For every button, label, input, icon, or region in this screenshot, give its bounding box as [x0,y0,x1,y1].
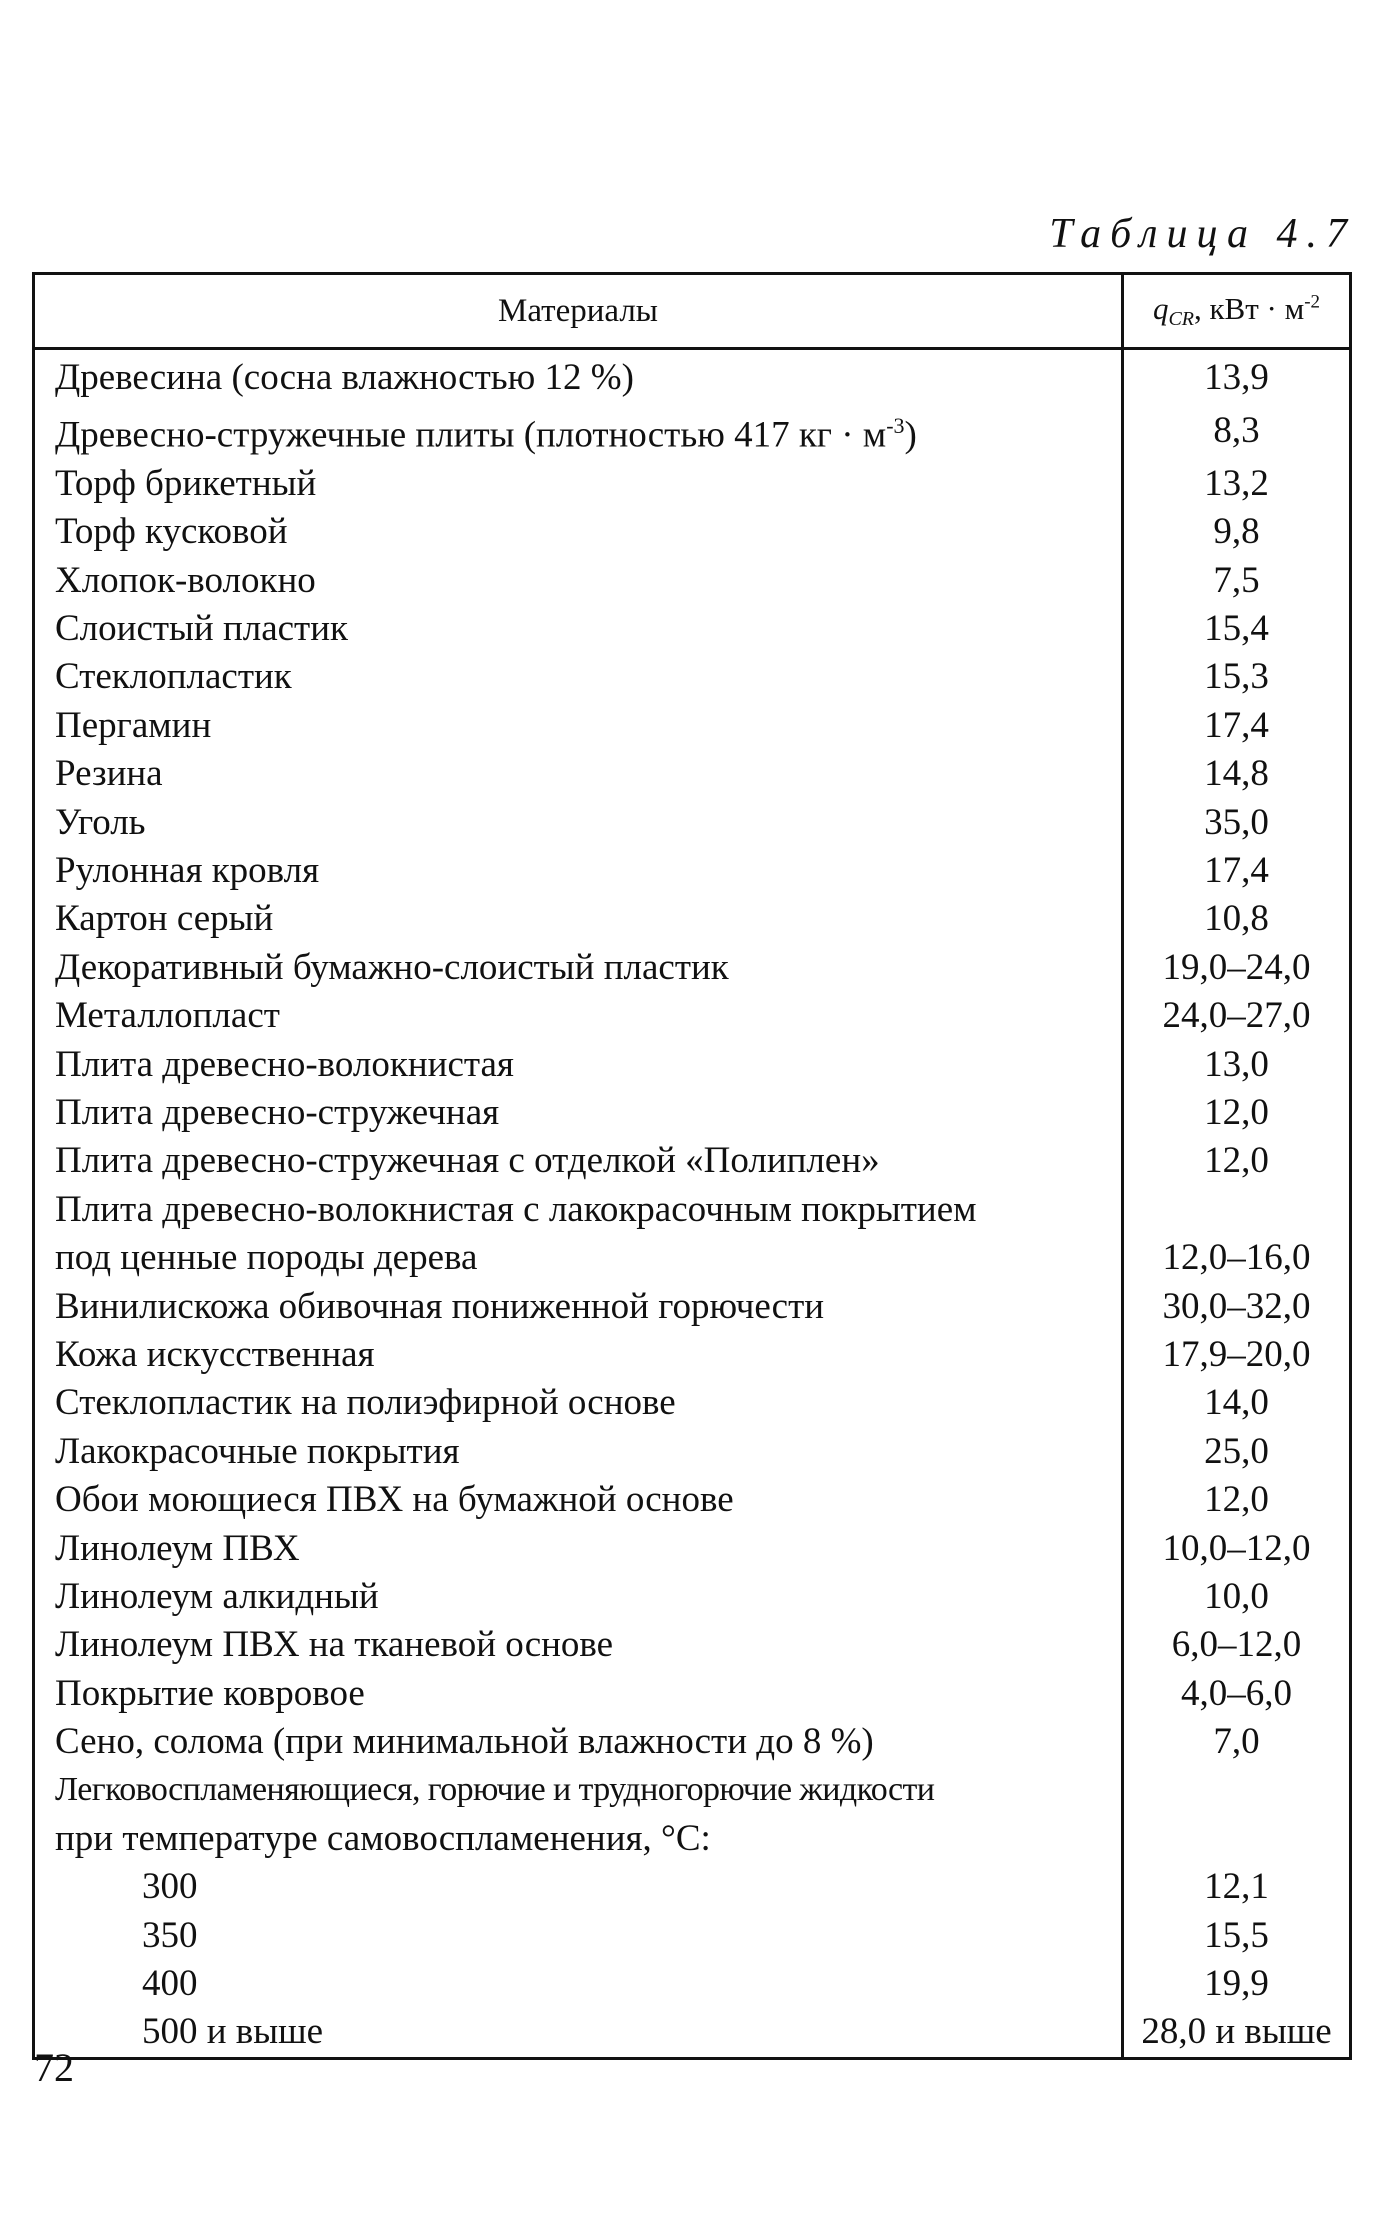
table-row [34,1137,1351,1185]
table-row [34,1186,1351,1234]
table-row [34,1379,1351,1427]
table-row [34,1476,1351,1524]
value-cell: 14,8 [1123,750,1351,798]
value-cell: 12,0 [1123,1089,1351,1137]
value-cell: 13,0 [1123,1040,1351,1088]
table-row [34,508,1351,556]
value-cell: 10,0 [1123,1573,1351,1621]
table-row [34,944,1351,992]
table-row [34,1040,1351,1088]
table-row [34,1960,1351,2008]
table-row [34,1718,1351,1766]
header-materials: Материалы [34,274,1123,349]
material-cell: Линолеум ПВХ [34,1524,1123,1572]
material-text: Древесина (сосна влажностью 12 %) [55,357,634,399]
table-row [34,992,1351,1040]
value-cell: 25,0 [1123,1428,1351,1476]
material-cell: Плита древесно-волокнистая [34,1040,1123,1088]
value-cell: 12,0 [1123,1476,1351,1524]
table-row [34,1815,1351,1863]
table-row [34,895,1351,943]
material-cell: при температуре самовоспламенения, °С: [34,1815,1123,1863]
material-cell [34,402,1123,459]
material-cell: Металлопласт [34,992,1123,1040]
material-cell: Картон серый [34,895,1123,943]
material-cell: Торф брикетный [34,460,1123,508]
table-row [34,1234,1351,1282]
header-q-subscript: CR [1168,308,1194,330]
value-cell: 12,0 [1123,1137,1351,1185]
table-row [34,460,1351,508]
material-text: Древесно-стружечные плиты (плотностью 417 кг · м [55,414,887,456]
value-cell: 12,0–16,0 [1123,1234,1351,1282]
material-cell: Торф кусковой [34,508,1123,556]
material-cell: Стеклопластик [34,653,1123,701]
material-cell: Легковоспламеняющиеся, горючие и трудногорючие жидкости [34,1766,1123,1814]
material-cell: 400 [34,1960,1123,2008]
header-q-symbol: q [1152,291,1169,326]
material-cell: Сено, солома (при минимальной влажности до 8 %) [34,1718,1123,1766]
material-cell: Покрытие ковровое [34,1669,1123,1717]
value-cell: 17,4 [1123,702,1351,750]
value-cell: 14,0 [1123,1379,1351,1427]
value-cell: 12,1 [1123,1863,1351,1911]
table-row [34,1428,1351,1476]
value-cell: 28,0 и выше [1123,2008,1351,2058]
material-cell: Стеклопластик на полиэфирной основе [34,1379,1123,1427]
material-cell: Хлопок-волокно [34,557,1123,605]
value-cell: 19,0–24,0 [1123,944,1351,992]
table-row [34,653,1351,701]
value-cell: 17,9–20,0 [1123,1331,1351,1379]
material-cell: Линолеум алкидный [34,1573,1123,1621]
table-row [34,847,1351,895]
value-cell: 7,0 [1123,1718,1351,1766]
material-cell: Плита древесно-стружечная с отделкой «Полиплен» [34,1137,1123,1185]
material-cell: 500 и выше [34,2008,1123,2058]
header-heat-flux [1123,274,1351,349]
value-cell: 17,4 [1123,847,1351,895]
table-row [34,557,1351,605]
value-cell: 7,5 [1123,557,1351,605]
material-exponent: -3 [886,413,905,439]
table-row [34,750,1351,798]
table-row [34,702,1351,750]
value-cell [1123,1186,1351,1234]
material-cell: Лакокрасочные покрытия [34,1428,1123,1476]
table-row [34,1766,1351,1814]
value-cell: 19,9 [1123,1960,1351,2008]
value-cell: 15,5 [1123,1911,1351,1959]
material-cell: Плита древесно-волокнистая с лакокрасочным покрытием [34,1186,1123,1234]
table-row [34,1573,1351,1621]
table-row [34,1282,1351,1330]
table-row [34,1863,1351,1911]
table-row [34,1331,1351,1379]
value-cell [1123,1766,1351,1814]
material-cell: Плита древесно-стружечная [34,1089,1123,1137]
table-row [34,1621,1351,1669]
material-cell: 300 [34,1863,1123,1911]
material-cell: под ценные породы дерева [34,1234,1123,1282]
material-cell: Декоративный бумажно-слоистый пластик [34,944,1123,992]
page-number: 72 [34,2045,74,2090]
table-row [34,402,1351,459]
value-cell: 15,3 [1123,653,1351,701]
value-cell: 15,4 [1123,605,1351,653]
table-row [34,1669,1351,1717]
value-cell: 4,0–6,0 [1123,1669,1351,1717]
table-row [34,349,1351,403]
table-row [34,2008,1351,2058]
table-row [34,1911,1351,1959]
material-text-tail: ) [904,414,917,456]
value-cell: 8,3 [1123,402,1351,459]
value-cell: 10,8 [1123,895,1351,943]
material-cell: Резина [34,750,1123,798]
material-cell: Слоистый пластик [34,605,1123,653]
material-cell: Линолеум ПВХ на тканевой основе [34,1621,1123,1669]
material-cell: Кожа искусственная [34,1331,1123,1379]
value-cell: 10,0–12,0 [1123,1524,1351,1572]
material-cell: Пергамин [34,702,1123,750]
material-cell: Рулонная кровля [34,847,1123,895]
table-row [34,1089,1351,1137]
material-cell: Обои моющиеся ПВХ на бумажной основе [34,1476,1123,1524]
material-cell: 350 [34,1911,1123,1959]
value-cell: 13,2 [1123,460,1351,508]
table-header-row [34,274,1351,349]
table-row [34,1524,1351,1572]
table-body [34,349,1351,2059]
table-row [34,605,1351,653]
material-cell: Винилискожа обивочная пониженной горючести [34,1282,1123,1330]
value-cell: 9,8 [1123,508,1351,556]
materials-table [32,272,1352,2060]
header-unit-exponent: -2 [1304,291,1321,313]
value-cell: 6,0–12,0 [1123,1621,1351,1669]
table-caption: Таблица 4.7 [1049,211,1356,257]
header-unit: , кВт · м [1194,291,1305,326]
material-cell: Уголь [34,798,1123,846]
value-cell: 13,9 [1123,349,1351,403]
table-row [34,798,1351,846]
value-cell [1123,1815,1351,1863]
value-cell: 24,0–27,0 [1123,992,1351,1040]
value-cell: 35,0 [1123,798,1351,846]
value-cell: 30,0–32,0 [1123,1282,1351,1330]
material-cell [34,349,1123,403]
